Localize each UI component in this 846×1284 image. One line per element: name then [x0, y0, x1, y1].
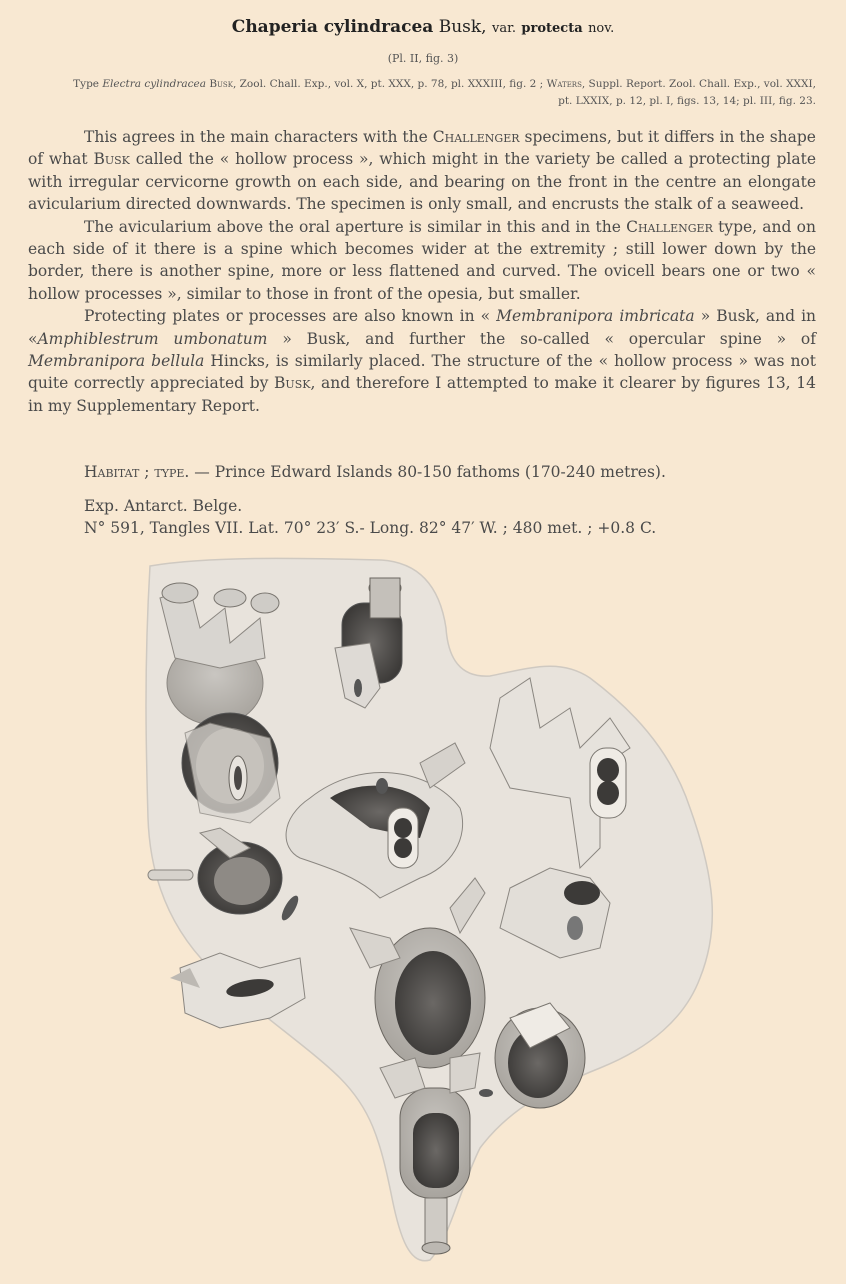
plate-reference: (Pl. II, fig. 3) [387, 52, 459, 65]
species-name: Chaperia cylindracea [231, 17, 434, 37]
bryozoan-figure [130, 548, 736, 1268]
habitat-text: — Prince Edward Islands 80-150 fathoms (170-240 metres). [194, 463, 666, 481]
paragraph-2: The avicularium above the oral aperture is similar in this and in the Challenger type, and on each side of it there is a spine which becomes wider at the extremity ; still lower down by the border, there is another spine, more or less flattened and curved. The ovicell bears one or two « hollow processes », similar to those in front of the opesia, but smaller. [28, 217, 816, 303]
habitat-line [84, 461, 824, 483]
expedition-name: Exp. Antarct. Belge. [84, 497, 243, 515]
type-taxon: Electra cylindracea [102, 78, 206, 90]
body-text [28, 126, 816, 417]
paragraph-3: Protecting plates or processes are also known in « Membranipora imbricata » Busk, and in «Amphiblestrum umbonatum » Busk, and further the so-called « opercular spine » of Membranipora bellula Hincks, is similarly placed. The structure of the « hollow process » was not quite correctly appreciated by Busk, and therefore I attempted to make it clearer by figures 13, 14 in my Supplementary Report. [28, 307, 817, 415]
station-line: N° 591, Tangles VII. Lat. 70° 23′ S.- Long. 82° 47′ W. ; 480 met. ; +0.8 C. [84, 519, 657, 537]
paragraph-1: This agrees in the main characters with the Challenger specimens, but it differs in the shape of what Busk called the « hollow process », which might in the variety be called a protecting plate with irregular cervicorne growth on each side, and bearing on the front in the centre an elongate avicularium directed downwards. The specimen is only small, and encrusts the stalk of a seaweed. [28, 128, 816, 214]
habitat-label: Habitat ; type. [84, 463, 190, 481]
species-author: Busk, [438, 17, 487, 37]
type-reference: Type Electra cylindracea Busk, Zool. Chall. Exp., vol. X, pt. XXX, p. 78, pl. XXXIII, fig. 2 ; Waters, Suppl. Report. Zool. Chall. Exp., vol. XXXI, pt. LXXIX, p. 12, pl. I, figs. 13, 14; pl. III, fig. 23. [73, 78, 816, 107]
nov-label: nov. [588, 21, 615, 36]
var-prefix: var. [492, 21, 517, 36]
expedition-block [84, 495, 824, 539]
page-title [0, 17, 846, 37]
variety-name: protecta [521, 21, 583, 36]
